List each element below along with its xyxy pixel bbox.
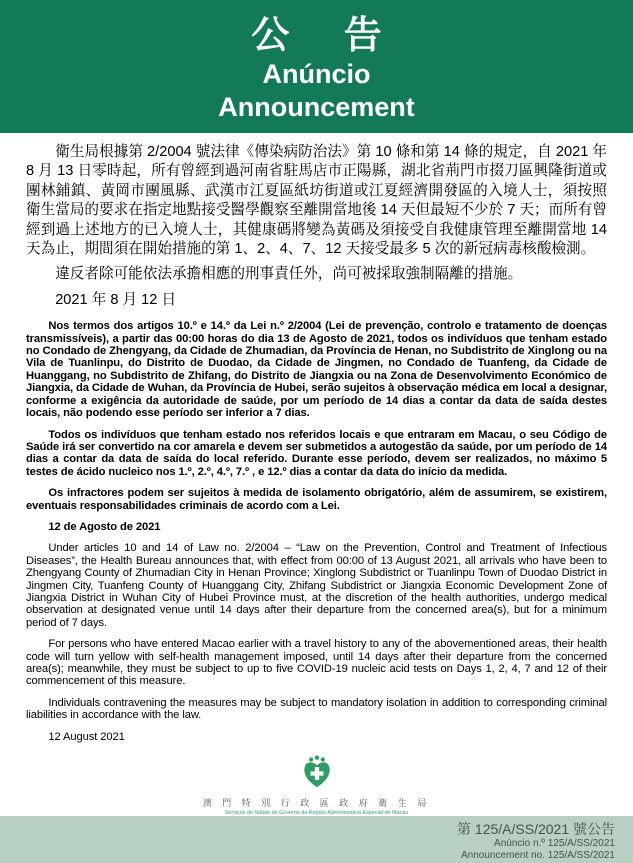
- portuguese-paragraph-2: Todos os indivíduos que tenham estado nos referidos locais e que entraram em Macau, o seu Código de Saúde irá ser convertido na cor amarela e devem ser submetidos a autogestão da saúde, por um período de 14 dias a contar da data de saída do local referido. Durante esse período, devem ser realizados, no máximo 5 testes de ácido nucleico nos 1.º, 2.º, 4.º, 7.º , e 12.º dias a contar da data do início da medida.: [26, 428, 607, 478]
- chinese-date: 2021 年 8 月 12 日: [55, 291, 177, 308]
- english-date: 12 August 2021: [48, 730, 125, 743]
- reference-number-portuguese: Anúncio n.º 125/A/SS/2021: [494, 838, 615, 850]
- chinese-paragraph-2: 違反者除可能依法承擔相應的刑事責任外，尚可被採取強制隔離的措施。: [55, 266, 523, 283]
- page-title-chinese: 公 告: [251, 14, 404, 57]
- portuguese-date: 12 de Agosto de 2021: [48, 520, 161, 533]
- logo-name-portuguese: Serviços de Saúde do Governo da Região Administrativa Especial de Macau: [224, 810, 409, 816]
- reference-number-chinese: 第 125/A/SS/2021 號公告: [457, 821, 615, 838]
- announcement-body: [0, 133, 633, 816]
- portuguese-paragraph-3: Os infractores podem ser sujeitos à medida de isolamento obrigatório, além de assumirem, se existirem, eventuais responsabilidades criminais de acordo com a Lei.: [26, 487, 607, 512]
- reference-number-english: Announcement no. 125/A/SS/2021: [460, 850, 615, 862]
- page-title-english: Announcement: [218, 91, 415, 122]
- portuguese-paragraph-1: Nos termos dos artigos 10.º e 14.º da Lei n.º 2/2004 (Lei de prevenção, controlo e tratamento de doenças transmissíveis), a partir das 00:00 horas do dia 13 de Agosto de 2021, todos os indivíduos que tenham estado no Condado de Zhengyang, da Cidade de Zhumadian, da Província de Henan, no Subdistrito de Xinglong ou na Vila de Tuanlinpu, do Distrito de Duodao, da Cidade de Jingmen, no Condado de Tuanfeng, da Cidade de Huanggang, no Subdistrito de Zhifang, do Distrito de Jiangxia ou na Zona de Desenvolvimento Económico de Jiangxia, da Cidade de Wuhan, da Província de Hubei, serão sujeitos à observação médica em local a designar, conforme a exigência da autoridade de saúde, por um período de 14 dias a contar da data de saída destes locais, não podendo esse período ser inferior a 7 dias.: [26, 320, 607, 420]
- logo-name-chinese: 澳 門 特 別 行 政 區 政 府 衛 生 局: [202, 798, 431, 809]
- health-bureau-logo: [26, 755, 607, 816]
- announcement-footer: [0, 816, 633, 863]
- english-paragraph-1: Under articles 10 and 14 of Law no. 2/2004 – “Law on the Prevention, Control and Treatment of Infectious Diseases”, the Health Bureau announces that, with effect from 00:00 of 13 August 2021, all arrivals who have been to Zhengyang County of Zhumadian City in Henan Province; Xinglong Subdistrict or Tuanlinpu Town of Duodao District in Jingmen City, Tuanfeng County of Huanggang City, Zhifang Subdistrict or Jiangxia Economic Development Zone of Jiangxia District in Wuhan City of Hubei Province must, at the discretion of the health authorities, undergo medical observation at designated venue until 14 days after their departure from the concerned area(s), but for a minimum period of 7 days.: [26, 542, 607, 629]
- announcement-header: [0, 0, 633, 133]
- page-title-portuguese: Anúncio: [262, 58, 371, 89]
- chinese-paragraph-1: 衛生局根據第 2/2004 號法律《傳染病防治法》第 10 條和第 14 條的規定，自 2021 年 8 月 13 日零時起，所有曾經到過河南省駐馬店市正陽縣，湖北省荊門市掇刀區興隆街道或團林鋪鎮、黃岡市團風縣、武漢市江夏區紙坊街道或江夏經濟開發區的入境人士，須按照衛生當局的要求在指定地點接受醫學觀察至離開當地後 14 天但最短不少於 7 天；而所有曾經到過上述地方的已入境人士，其健康碼將變為黃碼及須接受自我健康管理至離開當地 14 天為止，期間須在開始措施的第 1、2、4、7、12 天接受最多 5 次的新冠病毒核酸檢測。: [26, 144, 607, 258]
- english-paragraph-2: For persons who have entered Macao earlier with a travel history to any of the abovementioned areas, their health code will turn yellow with self-health management imposed, until 14 days after their departure from the concerned area(s); meanwhile, they must be subject to up to five COVID-19 nucleic acid tests on Days 1, 2, 4, 7 and 12 of their commencement of this measure.: [26, 638, 607, 688]
- health-bureau-heart-cross-icon: [299, 755, 335, 794]
- english-paragraph-3: Individuals contravening the measures may be subject to mandatory isolation in addition to corresponding criminal liabilities in accordance with the law.: [26, 696, 607, 722]
